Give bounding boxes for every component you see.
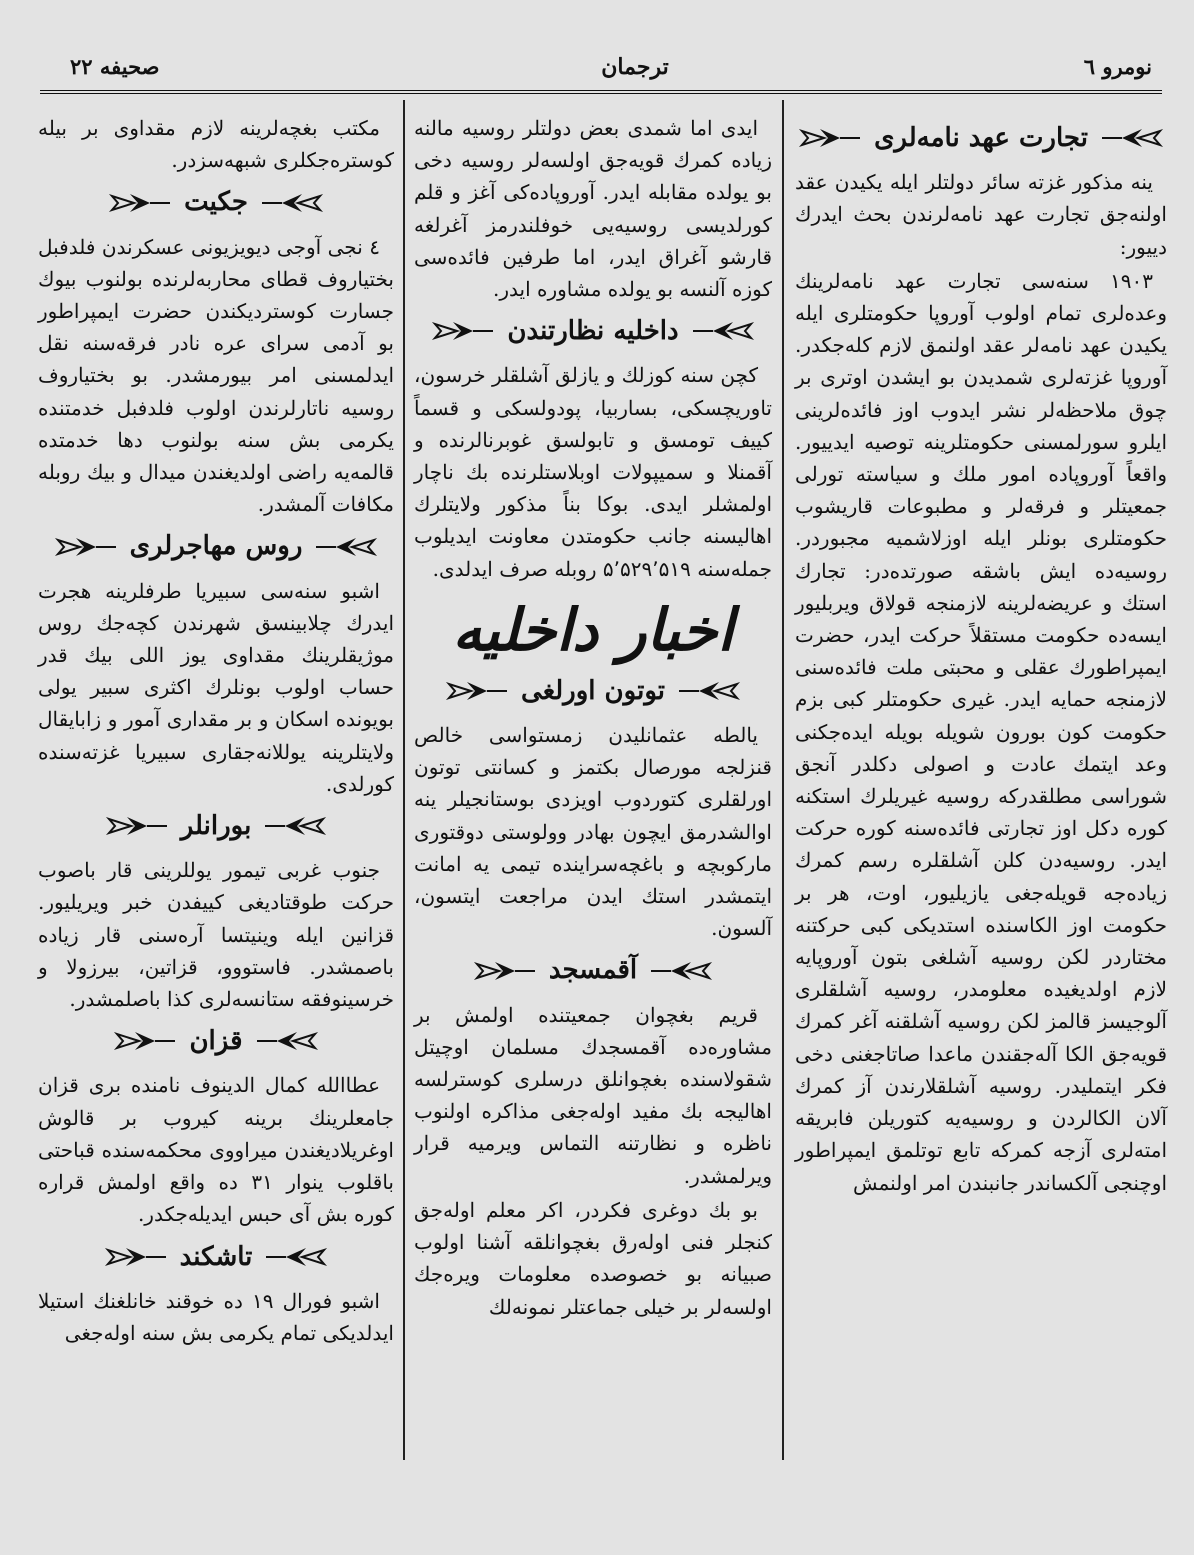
heading-russian-migrants — [38, 530, 394, 562]
heading-text: توتون اورلغی — [521, 675, 665, 706]
heading-jigit — [38, 186, 394, 218]
masthead — [40, 50, 1162, 94]
ornament-icon — [105, 816, 167, 836]
newspaper-title: ترجمان — [601, 54, 669, 80]
ornament-icon — [431, 321, 493, 341]
paragraph: مکتب بغچه‌لرینه لازم مقداوی بر بیله کوستره‌جکلری شبهه‌سزدر. — [38, 116, 394, 173]
paragraph: یالطه عثمانلیدن زمستواسی خالص قنزلجه مورصال بکتمز و کسانتی توتون اورلقلری کتوردوب اویزدی بوستانجیلر ینه اوالشدرمق ایچون بهادر وولوستی دوقتوری مارکوبچه و باغچه‌سراینده تیمی یه امانت ایتمشدر استك ایدن مراجعت ایتسون، آلسون. — [414, 723, 772, 941]
ornament-icon — [473, 961, 535, 981]
issue-number: نومرو ٦ — [1083, 54, 1152, 79]
column-middle — [414, 112, 772, 1325]
ornament-icon — [266, 1247, 328, 1267]
heading-text: داخلیه نظارتندن — [507, 316, 679, 347]
heading-tobacco-seed — [414, 675, 772, 707]
ornament-icon — [651, 961, 713, 981]
ornament-icon — [445, 681, 507, 701]
heading-blizzards — [38, 810, 394, 842]
column-left — [38, 112, 394, 1351]
column-divider-left — [403, 100, 405, 1460]
heading-kazan — [38, 1025, 394, 1057]
paragraph: اشبو سنه‌سی سبیریا طرفلرینه هجرت ایدرك چلابینسق شهرندن کچه‌جك روس موژیقلرینك مقداوی یوز اللی بیك قدر حساب اولوب بونلرك اکثری سبیر یولی بویونده اسکان و بر مقداری آمور و زابایقال ولایتلرینه یوللانه‌جقاری سبیریا غزته‌سنده کورلدی. — [38, 578, 394, 796]
paragraph: کچن سنه کوزلك و یازلق آشلقلر خرسون، تاوریچسکی، بساربیا، پودولسکی و قسماً کییف تومسق و تابولسق غوبرنالرنده و آقمنلا و سمیپولات اوبلاستلرنده بك ناچار اولمشلر ایدی. بوکا بناً مذکور ولایتلرك اهالیسنه جانب حکومتدن معاونت ایدیلوب جمله‌سنه ۵٬۵۲۹٬۵۱۹ روبله صرف ایدلدی. — [414, 363, 772, 581]
heading-text: روس مهاجرلری — [129, 531, 303, 562]
ornament-icon — [679, 681, 741, 701]
ornament-icon — [1102, 128, 1164, 148]
page-number: صحیفه ۲۲ — [70, 54, 160, 79]
paragraph: ینه مذکور غزته سائر دولتلر ایله یکیدن عقد اولنه‌جق تجارت عهد نامه‌لرندن بحث ایدرك دییور: — [795, 170, 1167, 259]
paragraph: ٤ نجی آوجی دیویزیونی عسکرندن فلدفبل بختیاروف قطای محاربه‌لرنده بولنوب بیوك جسارت کوستردیکندن حضرت ایمپراطور بو آدمی سرای عره نادر فرقه‌سنه نقل ایدلمسنی امر بیورمشدر. بو بختیاروف روسیه ناتارلرندن اولوب فلدفبل خدمتنده یکرمی بش سنه بولنوب دها خدمتده قالمه‌یه راضی اولدیغندن میدال و بیك روبله مکافات آلمشدر. — [38, 234, 394, 517]
ornament-icon — [316, 537, 378, 557]
ornament-icon — [113, 1031, 175, 1051]
paragraph: ایدی اما شمدی بعض دولتلر روسیه مالنه زیاده کمرك قویه‌جق اولسه‌لر روسیه دخی بو یولده مقابله ایدر. آوروپاده‌کی آغز و قلم کورلدیسی روسیه‌یی خوفلندرمز آغرلغه قارشو آغراق ایدر، اما طرفین فائده‌سی کوزه آلنسه بو یولده مشاوره ایدر. — [414, 116, 772, 302]
heading-tashkent — [38, 1241, 394, 1273]
section-banner: اخبار داخلیه — [452, 595, 734, 664]
heading-trade-treaties — [795, 122, 1167, 154]
column-right — [795, 112, 1167, 1201]
paragraph: قریم بغچوان جمعیتنده اولمش بر مشاوره‌ده آقمسجدك مسلمان اوچیتل شقولاسنده بغچوانلق درسلری کوسترلسه اهالیجه بك مفید اوله‌جغی مذاکره اولنوب ناظره و نظارتنه التماس ویرمیه قرار ویرلمشدر. — [414, 1002, 772, 1188]
header-rule — [40, 90, 1162, 94]
column-divider-right — [782, 100, 784, 1460]
ornament-icon — [54, 537, 116, 557]
paragraph: عطاالله کمال الدینوف نامنده بری قزان جامعلرینك برینه کیروب بر قالوش اوغریلادیغندن میراووی محکمه‌سنده قباحتی باقلوب ینوار ۳۱ ده واقع اولمش قراره کوره بش آی حبس ایدیله‌جکدر. — [38, 1073, 394, 1227]
ornament-icon — [108, 193, 170, 213]
paragraph: ۱۹۰۳ سنه‌سی تجارت عهد نامه‌لرینك وعده‌لری تمام اولوب آوروپا حکومتلری ایله یکیدن عهد نامه‌لر عقد اولنمق لازم کله‌جکدر. آوروپا غزته‌لری شمدیدن بو ایشدن اوتری بر چوق ملاحظه‌لر نشر ایدوب اوز فائده‌لرینی ایلرو سورلمسنی حکومتلرینه توصیه ایدییور. واقعاً آوروپاده امور ملك و سیاسته تورلی جمعیتلر و فرقه‌لر و مطبوعات قاریشوب حکومتلری بونلر ایله اوزلاشمیه مجبوردر. روسیه‌ده ایش باشقه صورتده‌در: تجارك استك و عریضه‌لرینه لازمنجه قولاق ویربلیور ایسه‌ده حکومت مستقلاً حرکت ایدر، حضرت ایمپراطورك عقلی و محبتی ملت فائده‌سنی لازمنجه حمایه ایدر. غیری حکومتلر کبی بزم حکومت کون بورون شویله بویله ایده‌جکنی وعد ایتمك عادت و اصولی دکلدر آنجق شوراسی مطلقدرکه روسیه غیریلرك استکنه کوره دکل اوز تجارتی فائده‌سنه کوره حرکت ایدر. روسیه‌دن کلن آشلقلره رسم کمرك زیاده‌جه قویله‌جغی یازیلیور، اوت، هر بر حکومت اوز الکاسنده استدیکی کبی حرکتنه مختاردر لکن روسیه آشلغی بتون آوروپایه لازم اولدیغیده معلومدر، روسیه آشلقلری آلوجیسز قالمز لکن روسیه آشلقنه آغر کمرك قویه‌جق الکا آله‌جقندن ماعدا صاتاجغنی دخی فکر ایتملیدر. روسیه آشلقلارندن آز کمرك آلان الکالردن و روسیه‌یه کتوریلن فابریقه امته‌لری آزجه کمرکه تابع توتلمق ایمپراطور اوچنجی آلکساندر جانبندن امر اولنمش — [795, 268, 1167, 1195]
ornament-icon — [265, 816, 327, 836]
heading-text: تاشکند — [179, 1241, 253, 1272]
paragraph: بو بك دوغری فکردر، اکر معلم اوله‌جق کنجلر فنی اوله‌رق بغچوانلقه آشنا اولوب صبیانه بو خصوصده معلومات ویره‌جك اولسه‌لر بر خیلی جماعتلر نمونه‌لك — [414, 1197, 772, 1319]
paragraph: اشبو فورال ۱۹ ده خوقند خانلغنك استیلا ایدلدیکی تمام یکرمی بش سنه اوله‌جغی — [38, 1288, 394, 1345]
heading-akmescit — [414, 954, 772, 986]
ornament-icon — [798, 128, 860, 148]
heading-text: آقمسجد — [548, 955, 638, 986]
heading-text: بورانلر — [180, 811, 252, 842]
ornament-icon — [262, 193, 324, 213]
heading-interior-ministry — [414, 315, 772, 347]
ornament-icon — [693, 321, 755, 341]
ornament-icon — [104, 1247, 166, 1267]
heading-text: تجارت عهد نامه‌لری — [874, 123, 1088, 153]
heading-text: جکیت — [184, 187, 248, 218]
paragraph: جنوب غربی تیمور یوللرینی قار باصوب حرکت طوقتادیغی کییفدن خبر ویریلیور. قزانین ایله وینیتسا آره‌سنی قار زیاده باصمشدر. فاستووو، قزاتین، بیرزولا و خرسینوفقه ستانسه‌لری کذا باصلمشدر. — [38, 858, 394, 1012]
ornament-icon — [257, 1031, 319, 1051]
heading-text: قزان — [189, 1026, 243, 1057]
